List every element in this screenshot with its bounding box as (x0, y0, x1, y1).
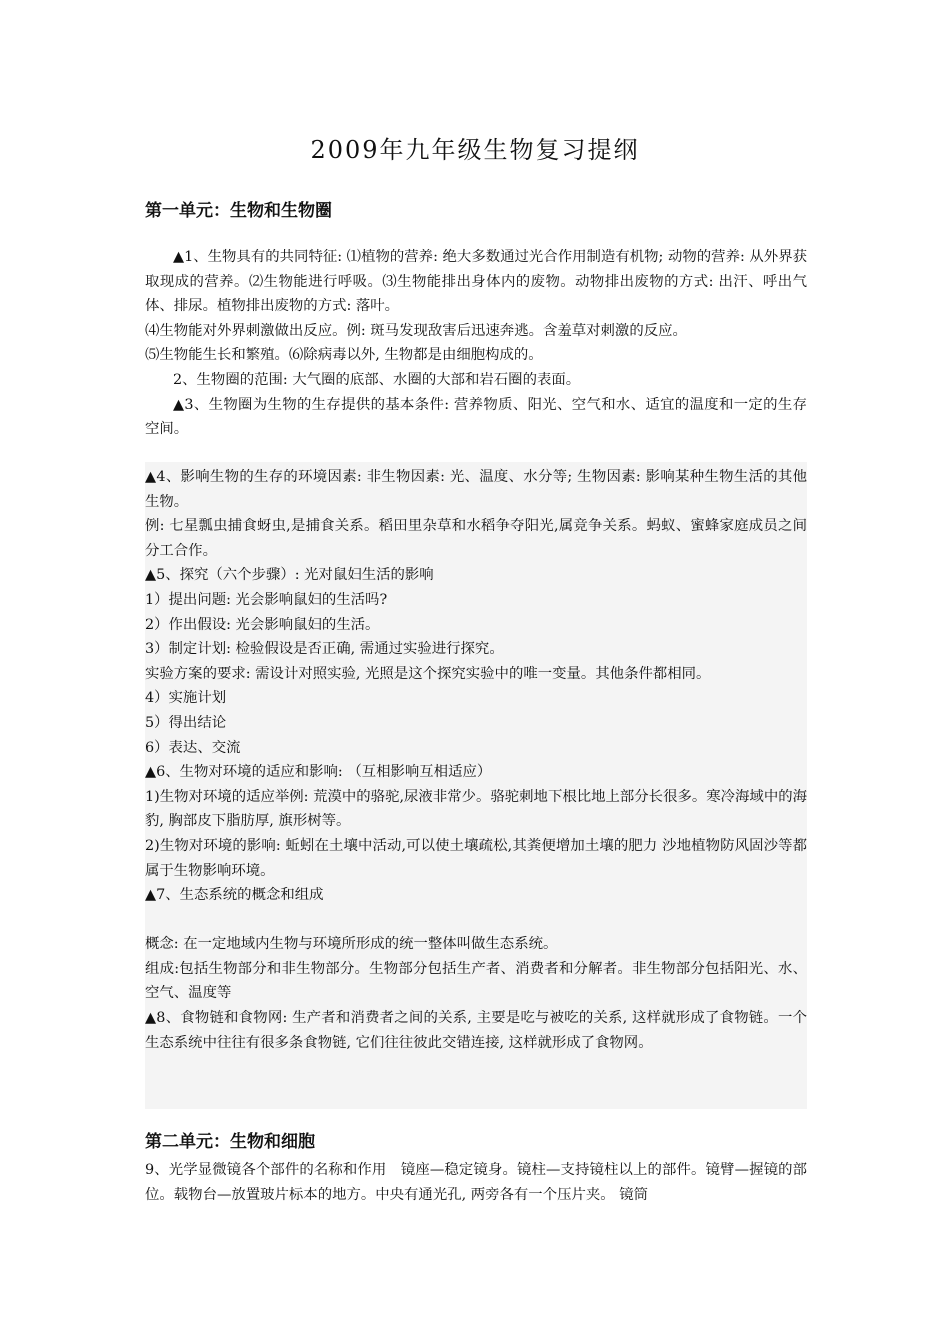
unit1-shaded-text (145, 465, 807, 1055)
step-5: 5）得出结论 (145, 714, 227, 731)
blank-line (145, 908, 807, 933)
shaded-section (145, 462, 807, 1109)
point-5: ▲5、探究（六个步骤）: 光对鼠妇生活的影响 (145, 567, 434, 584)
paragraph-2: 2、生物圈的范围: 大气圈的底部、水圈的大部和岩石圈的表面。 (173, 371, 581, 388)
step-3: 3）制定计划: 检验假设是否正确, 需通过实验进行探究。 (145, 641, 504, 658)
step-4: 4）实施计划 (145, 690, 227, 707)
point-9: 9、光学显微镜各个部件的名称和作用 镜座—稳定镜身。镜柱—支持镜柱以上的部件。镜臂—握镜的部位。载物台—放置玻片标本的地方。中央有通光孔, 两旁各有一个压片夹。 镜筒 (145, 1162, 807, 1203)
paragraph-3: ▲3、生物圈为生物的生存提供的基本条件: 营养物质、阳光、空气和水、适宜的温度和一定的生存空间。 (145, 396, 807, 438)
step-6: 6）表达、交流 (145, 739, 241, 756)
point-6-influence: 2)生物对环境的影响: 蚯蚓在土壤中活动,可以使土壤疏松,其粪便增加土壤的肥力 沙地植物防风固沙等都属于生物影响环境。 (145, 837, 807, 879)
point-7: ▲7、生态系统的概念和组成 (145, 887, 324, 904)
unit2-section (145, 1158, 807, 1207)
unit2-heading: 第二单元：生物和细胞 (145, 1132, 315, 1152)
point-8: ▲8、食物链和食物网: 生产者和消费者之间的关系, 主要是吃与被吃的关系, 这样就形成了食物链。一个生态系统中往往有很多条食物链, 它们往往彼此交错连接, 这样就形成了食物网。 (145, 1010, 807, 1051)
paragraph-1-item-4: ⑷生物能对外界刺激做出反应。例: 斑马发现敌害后迅速奔逃。含羞草对刺激的反应。 (145, 322, 687, 339)
point-6: ▲6、生物对环境的适应和影响: （互相影响互相适应） (145, 764, 492, 781)
unit1-heading: 第一单元：生物和生物圈 (145, 201, 332, 221)
ecosystem-concept: 概念: 在一定地域内生物与环境所形成的统一整体叫做生态系统。 (145, 936, 558, 953)
paragraph-1: ▲1、生物具有的共同特征: ⑴植物的营养: 绝大多数通过光合作用制造有机物; 动物的营养: 从外界获取现成的营养。⑵生物能进行呼吸。⑶生物能排出身体内的废物。动物排出废物的方式: 出汗、呼出气体、排尿。植物排出废物的方式: 落叶。 (145, 249, 807, 315)
step-1: 1）提出问题: 光会影响鼠妇的生活吗? (145, 591, 388, 608)
paragraph-1-item-5: ⑸生物能生长和繁殖。⑹除病毒以外, 生物都是由细胞构成的。 (145, 347, 543, 364)
experiment-requirement: 实验方案的要求: 需设计对照实验, 光照是这个探究实验中的唯一变量。其他条件都相同。 (145, 665, 711, 682)
point-4-example: 例: 七星瓢虫捕食蚜虫,是捕食关系。稻田里杂草和水稻争夺阳光,属竞争关系。蚂蚁、蜜蜂家庭成员之间分工合作。 (145, 518, 807, 559)
document-title: 2009年九年级生物复习提纲 (310, 136, 640, 164)
unit1-intro-section (145, 245, 807, 442)
point-4: ▲4、影响生物的生存的环境因素: 非生物因素: 光、温度、水分等; 生物因素: 影响某种生物生活的其他生物。 (145, 469, 807, 510)
step-2: 2）作出假设: 光会影响鼠妇的生活。 (145, 616, 380, 633)
ecosystem-composition: 组成:包括生物部分和非生物部分。生物部分包括生产者、消费者和分解者。非生物部分包括阳光、水、空气、温度等 (145, 960, 807, 1002)
point-6-adaptation: 1)生物对环境的适应举例: 荒漠中的骆驼,尿液非常少。骆驼刺地下根比地上部分长很多。寒冷海域中的海豹, 胸部皮下脂肪厚, 旗形树等。 (145, 788, 807, 830)
